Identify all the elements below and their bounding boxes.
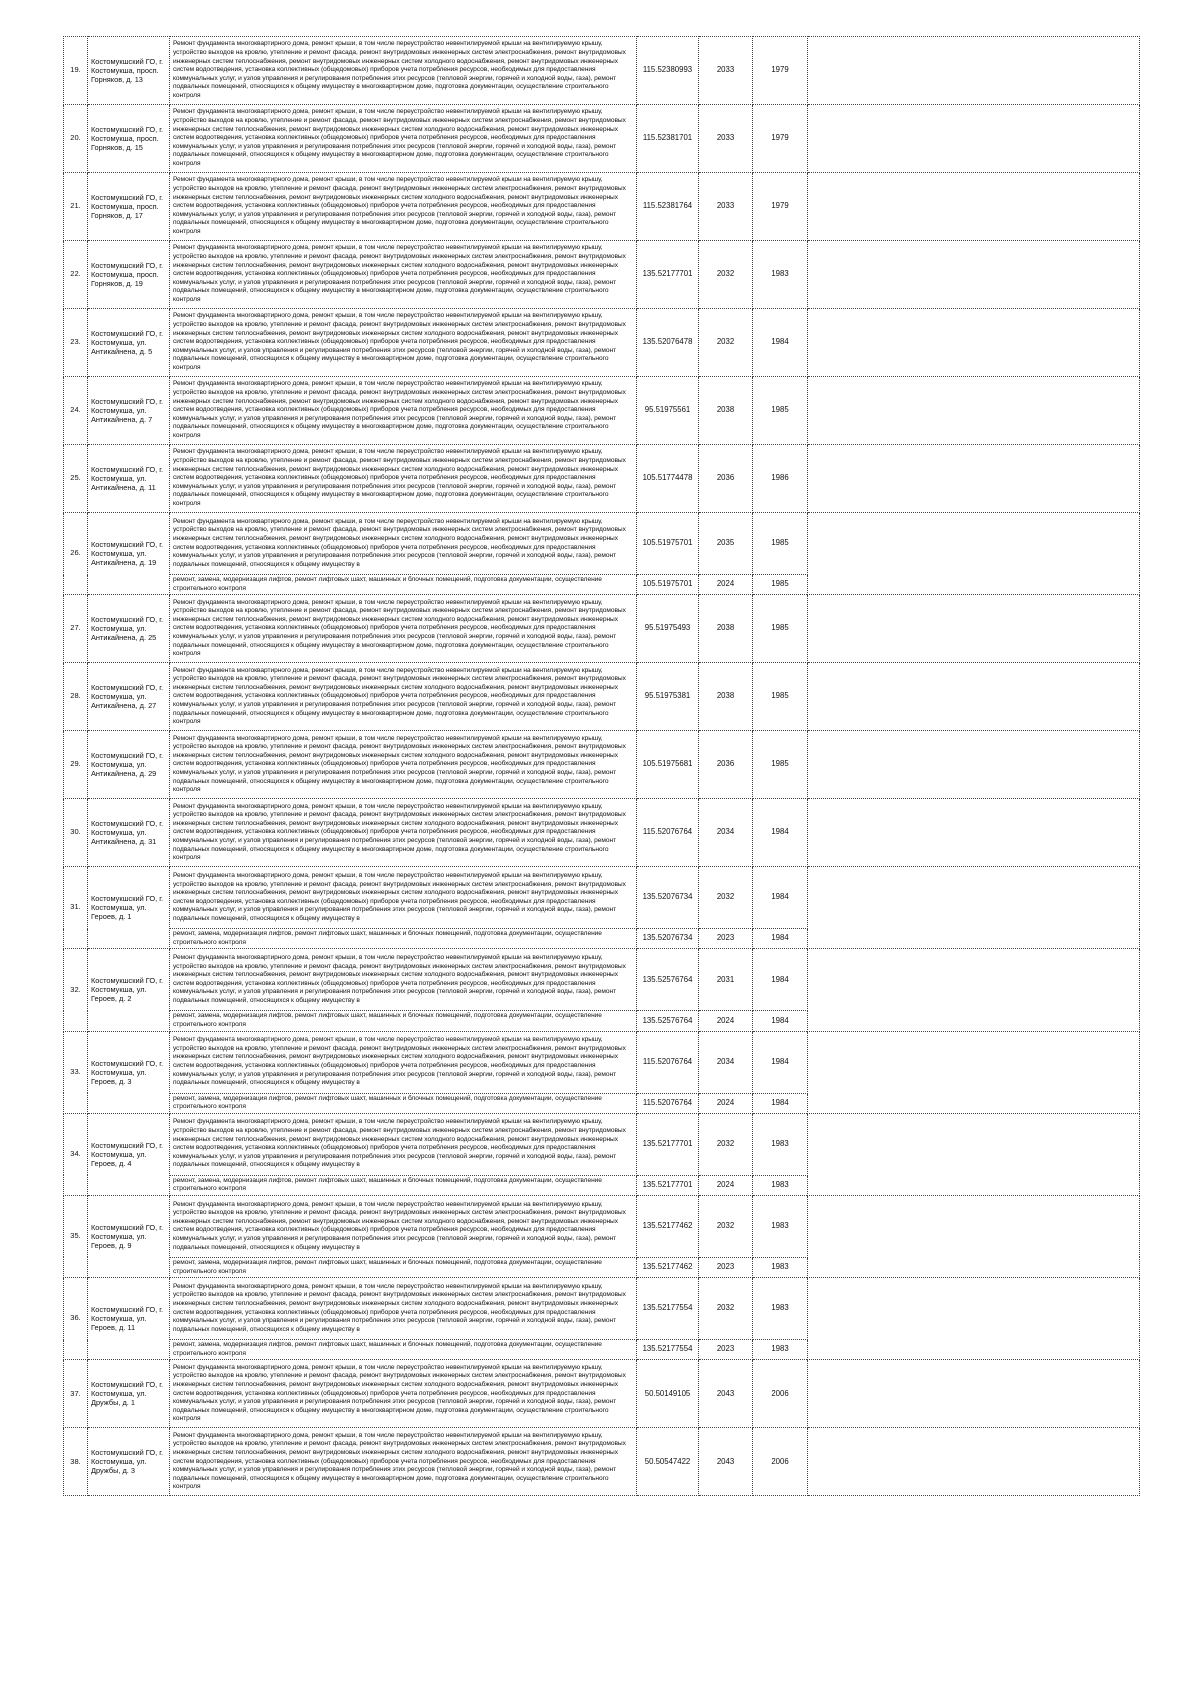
row-number: 32. [64,949,88,1031]
repair-year: 2033 [699,37,753,105]
row-number: 20. [64,105,88,173]
row-number: 37. [64,1360,88,1428]
cost-value: 50.50149105 [637,1360,699,1428]
repair-works-lift: ремонт, замена, модернизация лифтов, ремонт лифтовых шахт, машинных и блочных помещений, подготовка документации, осуществление строительного контроля [170,1175,637,1195]
repair-works: Ремонт фундамента многоквартирного дома, ремонт крыши, в том числе переустройство невентилируемой крыши на вентилируемую крышу, устройство выходов на кровлю, утепление и ремонт фасада, ремонт внутридомовых инженерных систем электроснабжения, ремонт внутридомовых инженерных систем теплоснабжения, ремонт внутридомовых инженерных систем холодного водоснабжения, ремонт внутридомовых инженерных систем водоотведения, установка коллективных (общедомовых) приборов учета потребления ресурсов, необходимых для предоставления коммунальных услуг, и узлов управления и регулирования потребления этих ресурсов (тепловой энергии, горячей и холодной воды, газа), ремонт подвальных помещений, относящихся к общему имуществу в многоквартирном доме, подготовка документации, осуществление строительного контроля [170,595,637,663]
house-address: Костомукшский ГО, г. Костомукша, ул. Героев, д. 11 [88,1278,170,1360]
table-row [64,241,1140,309]
cost-value: 135.52177701 [637,1113,699,1175]
row-number: 30. [64,799,88,867]
repair-works: Ремонт фундамента многоквартирного дома, ремонт крыши, в том числе переустройство невентилируемой крыши на вентилируемую крышу, устройство выходов на кровлю, утепление и ремонт фасада, ремонт внутридомовых инженерных систем электроснабжения, ремонт внутридомовых инженерных систем теплоснабжения, ремонт внутридомовых инженерных систем холодного водоснабжения, ремонт внутридомовых инженерных систем водоотведения, установка коллективных (общедомовых) приборов учета потребления ресурсов, необходимых для предоставления коммунальных услуг, и узлов управления и регулирования потребления этих ресурсов (тепловой энергии, горячей и холодной воды, газа), ремонт подвальных помещений, относящихся к общему имуществу в многоквартирном доме, подготовка документации, осуществление строительного контроля [170,1360,637,1428]
repair-year: 2031 [699,949,753,1011]
repair-year: 2024 [699,575,753,595]
build-year: 1985 [753,663,808,731]
table-row [64,1360,1140,1428]
house-address: Костомукшский ГО, г. Костомукша, ул. Героев, д. 3 [88,1031,170,1113]
empty-cell [808,37,1140,105]
house-address: Костомукшский ГО, г. Костомукша, ул. Антикайнена, д. 27 [88,663,170,731]
row-number: 19. [64,37,88,105]
table-row [64,445,1140,513]
house-address: Костомукшский ГО, г. Костомукша, ул. Героев, д. 2 [88,949,170,1031]
repair-works-lift: ремонт, замена, модернизация лифтов, ремонт лифтовых шахт, машинных и блочных помещений, подготовка документации, осуществление строительного контроля [170,1257,637,1277]
table-row [64,799,1140,867]
repair-works: Ремонт фундамента многоквартирного дома, ремонт крыши, в том числе переустройство невентилируемой крыши на вентилируемую крышу, устройство выходов на кровлю, утепление и ремонт фасада, ремонт внутридомовых инженерных систем электроснабжения, ремонт внутридомовых инженерных систем теплоснабжения, ремонт внутридомовых инженерных систем холодного водоснабжения, ремонт внутридомовых инженерных систем водоотведения, установка коллективных (общедомовых) приборов учета потребления ресурсов, необходимых для предоставления коммунальных услуг, и узлов управления и регулирования потребления этих ресурсов (тепловой энергии, горячей и холодной воды, газа), ремонт подвальных помещений, относящихся к общему имуществу в многоквартирном доме, подготовка документации, осуществление строительного контроля [170,377,637,445]
house-address: Костомукшский ГО, г. Костомукша, ул. Дружбы, д. 1 [88,1360,170,1428]
cost-value: 95.51975561 [637,377,699,445]
repair-works: Ремонт фундамента многоквартирного дома, ремонт крыши, в том числе переустройство невентилируемой крыши на вентилируемую крышу, устройство выходов на кровлю, утепление и ремонт фасада, ремонт внутридомовых инженерных систем электроснабжения, ремонт внутридомовых инженерных систем теплоснабжения, ремонт внутридомовых инженерных систем холодного водоснабжения, ремонт внутридомовых инженерных систем водоотведения, установка коллективных (общедомовых) приборов учета потребления ресурсов, необходимых для предоставления коммунальных услуг, и узлов управления и регулирования потребления этих ресурсов (тепловой энергии, горячей и холодной воды, газа), ремонт подвальных помещений, относящихся к общему имуществу в многоквартирном доме, подготовка документации, осуществление строительного контроля [170,241,637,309]
repair-year: 2034 [699,1031,753,1093]
empty-cell [808,241,1140,309]
row-number: 24. [64,377,88,445]
row-number: 31. [64,867,88,949]
empty-cell [808,309,1140,377]
house-address: Костомукшский ГО, г. Костомукша, ул. Героев, д. 9 [88,1195,170,1277]
repair-year: 2032 [699,1195,753,1257]
row-number: 27. [64,595,88,663]
table-body [64,37,1140,1496]
build-year: 1983 [753,1278,808,1340]
house-address: Костомукшский ГО, г. Костомукша, просп. Горняков, д. 17 [88,173,170,241]
build-year: 1979 [753,37,808,105]
cost-value: 115.52380993 [637,37,699,105]
cost-value: 135.52076478 [637,309,699,377]
empty-cell [808,1031,1140,1113]
table-row [64,1195,1140,1257]
repair-year: 2023 [699,929,753,949]
repair-works: Ремонт фундамента многоквартирного дома, ремонт крыши, в том числе переустройство невентилируемой крыши на вентилируемую крышу, устройство выходов на кровлю, утепление и ремонт фасада, ремонт внутридомовых инженерных систем электроснабжения, ремонт внутридомовых инженерных систем теплоснабжения, ремонт внутридомовых инженерных систем холодного водоснабжения, ремонт внутридомовых инженерных систем водоотведения, установка коллективных (общедомовых) приборов учета потребления ресурсов, необходимых для предоставления коммунальных услуг, и узлов управления и регулирования потребления этих ресурсов (тепловой энергии, горячей и холодной воды, газа), ремонт подвальных помещений, относящихся к общему имуществу в многоквартирном доме, подготовка документации, осуществление строительного контроля [170,1428,637,1496]
build-year: 1985 [753,377,808,445]
table-row [64,513,1140,575]
build-year: 1985 [753,595,808,663]
repair-works-lift: ремонт, замена, модернизация лифтов, ремонт лифтовых шахт, машинных и блочных помещений, подготовка документации, осуществление строительного контроля [170,575,637,595]
build-year: 1983 [753,1257,808,1277]
row-number: 28. [64,663,88,731]
build-year: 1984 [753,867,808,929]
repair-works: Ремонт фундамента многоквартирного дома, ремонт крыши, в том числе переустройство невентилируемой крыши на вентилируемую крышу, устройство выходов на кровлю, утепление и ремонт фасада, ремонт внутридомовых инженерных систем электроснабжения, ремонт внутридомовых инженерных систем теплоснабжения, ремонт внутридомовых инженерных систем холодного водоснабжения, ремонт внутридомовых инженерных систем водоотведения, установка коллективных (общедомовых) приборов учета потребления ресурсов, необходимых для предоставления коммунальных услуг, и узлов управления и регулирования потребления этих ресурсов (тепловой энергии, горячей и холодной воды, газа), ремонт подвальных помещений, относящихся к общему имуществу в [170,1031,637,1093]
house-address: Костомукшский ГО, г. Костомукша, просп. Горняков, д. 13 [88,37,170,105]
repair-works: Ремонт фундамента многоквартирного дома, ремонт крыши, в том числе переустройство невентилируемой крыши на вентилируемую крышу, устройство выходов на кровлю, утепление и ремонт фасада, ремонт внутридомовых инженерных систем электроснабжения, ремонт внутридомовых инженерных систем теплоснабжения, ремонт внутридомовых инженерных систем холодного водоснабжения, ремонт внутридомовых инженерных систем водоотведения, установка коллективных (общедомовых) приборов учета потребления ресурсов, необходимых для предоставления коммунальных услуг, и узлов управления и регулирования потребления этих ресурсов (тепловой энергии, горячей и холодной воды, газа), ремонт подвальных помещений, относящихся к общему имуществу в многоквартирном доме, подготовка документации, осуществление строительного контроля [170,309,637,377]
repair-year: 2036 [699,445,753,513]
table-row [64,173,1140,241]
build-year: 1983 [753,1113,808,1175]
table-row [64,731,1140,799]
document-sheet [63,36,1139,1496]
row-number: 35. [64,1195,88,1277]
cost-value: 135.52177701 [637,241,699,309]
row-number: 21. [64,173,88,241]
build-year: 1985 [753,575,808,595]
build-year: 1985 [753,731,808,799]
build-year: 1984 [753,949,808,1011]
empty-cell [808,1195,1140,1277]
cost-value: 115.52076764 [637,799,699,867]
repair-works: Ремонт фундамента многоквартирного дома, ремонт крыши, в том числе переустройство невентилируемой крыши на вентилируемую крышу, устройство выходов на кровлю, утепление и ремонт фасада, ремонт внутридомовых инженерных систем электроснабжения, ремонт внутридомовых инженерных систем теплоснабжения, ремонт внутридомовых инженерных систем холодного водоснабжения, ремонт внутридомовых инженерных систем водоотведения, установка коллективных (общедомовых) приборов учета потребления ресурсов, необходимых для предоставления коммунальных услуг, и узлов управления и регулирования потребления этих ресурсов (тепловой энергии, горячей и холодной воды, газа), ремонт подвальных помещений, относящихся к общему имуществу в [170,513,637,575]
house-address: Костомукшский ГО, г. Костомукша, ул. Антикайнена, д. 5 [88,309,170,377]
repair-works-lift: ремонт, замена, модернизация лифтов, ремонт лифтовых шахт, машинных и блочных помещений, подготовка документации, осуществление строительного контроля [170,1093,637,1113]
house-address: Костомукшский ГО, г. Костомукша, просп. Горняков, д. 15 [88,105,170,173]
table-row [64,105,1140,173]
build-year: 1983 [753,1340,808,1360]
cost-value: 105.51975701 [637,513,699,575]
table-row [64,595,1140,663]
repair-year: 2038 [699,377,753,445]
table-row [64,1113,1140,1175]
repair-year: 2032 [699,1113,753,1175]
empty-cell [808,173,1140,241]
build-year: 1986 [753,445,808,513]
cost-value: 135.52076734 [637,867,699,929]
repair-works: Ремонт фундамента многоквартирного дома, ремонт крыши, в том числе переустройство невентилируемой крыши на вентилируемую крышу, устройство выходов на кровлю, утепление и ремонт фасада, ремонт внутридомовых инженерных систем электроснабжения, ремонт внутридомовых инженерных систем теплоснабжения, ремонт внутридомовых инженерных систем холодного водоснабжения, ремонт внутридомовых инженерных систем водоотведения, установка коллективных (общедомовых) приборов учета потребления ресурсов, необходимых для предоставления коммунальных услуг, и узлов управления и регулирования потребления этих ресурсов (тепловой энергии, горячей и холодной воды, газа), ремонт подвальных помещений, относящихся к общему имуществу в многоквартирном доме, подготовка документации, осуществление строительного контроля [170,105,637,173]
repair-year: 2024 [699,1175,753,1195]
table-row [64,37,1140,105]
table-row [64,1428,1140,1496]
empty-cell [808,1428,1140,1496]
row-number: 36. [64,1278,88,1360]
repair-works-lift: ремонт, замена, модернизация лифтов, ремонт лифтовых шахт, машинных и блочных помещений, подготовка документации, осуществление строительного контроля [170,929,637,949]
repair-works: Ремонт фундамента многоквартирного дома, ремонт крыши, в том числе переустройство невентилируемой крыши на вентилируемую крышу, устройство выходов на кровлю, утепление и ремонт фасада, ремонт внутридомовых инженерных систем электроснабжения, ремонт внутридомовых инженерных систем теплоснабжения, ремонт внутридомовых инженерных систем холодного водоснабжения, ремонт внутридомовых инженерных систем водоотведения, установка коллективных (общедомовых) приборов учета потребления ресурсов, необходимых для предоставления коммунальных услуг, и узлов управления и регулирования потребления этих ресурсов (тепловой энергии, горячей и холодной воды, газа), ремонт подвальных помещений, относящихся к общему имуществу в [170,949,637,1011]
row-number: 23. [64,309,88,377]
repair-year: 2033 [699,105,753,173]
house-address: Костомукшский ГО, г. Костомукша, ул. Антикайнена, д. 29 [88,731,170,799]
repair-year: 2032 [699,1278,753,1340]
build-year: 2006 [753,1428,808,1496]
repair-works: Ремонт фундамента многоквартирного дома, ремонт крыши, в том числе переустройство невентилируемой крыши на вентилируемую крышу, устройство выходов на кровлю, утепление и ремонт фасада, ремонт внутридомовых инженерных систем электроснабжения, ремонт внутридомовых инженерных систем теплоснабжения, ремонт внутридомовых инженерных систем холодного водоснабжения, ремонт внутридомовых инженерных систем водоотведения, установка коллективных (общедомовых) приборов учета потребления ресурсов, необходимых для предоставления коммунальных услуг, и узлов управления и регулирования потребления этих ресурсов (тепловой энергии, горячей и холодной воды, газа), ремонт подвальных помещений, относящихся к общему имуществу в многоквартирном доме, подготовка документации, осуществление строительного контроля [170,173,637,241]
repair-works: Ремонт фундамента многоквартирного дома, ремонт крыши, в том числе переустройство невентилируемой крыши на вентилируемую крышу, устройство выходов на кровлю, утепление и ремонт фасада, ремонт внутридомовых инженерных систем электроснабжения, ремонт внутридомовых инженерных систем теплоснабжения, ремонт внутридомовых инженерных систем холодного водоснабжения, ремонт внутридомовых инженерных систем водоотведения, установка коллективных (общедомовых) приборов учета потребления ресурсов, необходимых для предоставления коммунальных услуг, и узлов управления и регулирования потребления этих ресурсов (тепловой энергии, горячей и холодной воды, газа), ремонт подвальных помещений, относящихся к общему имуществу в многоквартирном доме, подготовка документации, осуществление строительного контроля [170,731,637,799]
build-year: 1984 [753,1093,808,1113]
repair-year: 2036 [699,731,753,799]
row-number: 22. [64,241,88,309]
repair-year: 2043 [699,1428,753,1496]
empty-cell [808,377,1140,445]
empty-cell [808,867,1140,949]
repair-year: 2023 [699,1257,753,1277]
house-address: Костомукшский ГО, г. Костомукша, ул. Антикайнена, д. 7 [88,377,170,445]
empty-cell [808,105,1140,173]
house-address: Костомукшский ГО, г. Костомукша, ул. Героев, д. 1 [88,867,170,949]
repair-year: 2032 [699,241,753,309]
build-year: 1979 [753,105,808,173]
house-address: Костомукшский ГО, г. Костомукша, ул. Героев, д. 4 [88,1113,170,1195]
table-row [64,949,1140,1011]
repair-year: 2043 [699,1360,753,1428]
repair-year: 2023 [699,1340,753,1360]
cost-value: 115.52076764 [637,1093,699,1113]
repair-works-lift: ремонт, замена, модернизация лифтов, ремонт лифтовых шахт, машинных и блочных помещений, подготовка документации, осуществление строительного контроля [170,1011,637,1031]
cost-value: 50.50547422 [637,1428,699,1496]
empty-cell [808,949,1140,1031]
cost-value: 95.51975381 [637,663,699,731]
house-address: Костомукшский ГО, г. Костомукша, ул. Антикайнена, д. 31 [88,799,170,867]
build-year: 1979 [753,173,808,241]
house-address: Костомукшский ГО, г. Костомукша, ул. Антикайнена, д. 25 [88,595,170,663]
build-year: 1983 [753,1175,808,1195]
build-year: 1984 [753,309,808,377]
cost-value: 135.52177554 [637,1340,699,1360]
repair-works: Ремонт фундамента многоквартирного дома, ремонт крыши, в том числе переустройство невентилируемой крыши на вентилируемую крышу, устройство выходов на кровлю, утепление и ремонт фасада, ремонт внутридомовых инженерных систем электроснабжения, ремонт внутридомовых инженерных систем теплоснабжения, ремонт внутридомовых инженерных систем холодного водоснабжения, ремонт внутридомовых инженерных систем водоотведения, установка коллективных (общедомовых) приборов учета потребления ресурсов, необходимых для предоставления коммунальных услуг, и узлов управления и регулирования потребления этих ресурсов (тепловой энергии, горячей и холодной воды, газа), ремонт подвальных помещений, относящихся к общему имуществу в [170,867,637,929]
repair-year: 2033 [699,173,753,241]
house-address: Костомукшский ГО, г. Костомукша, ул. Дружбы, д. 3 [88,1428,170,1496]
cost-value: 115.52381701 [637,105,699,173]
house-address: Костомукшский ГО, г. Костомукша, ул. Антикайнена, д. 19 [88,513,170,595]
row-number: 26. [64,513,88,595]
repair-works-lift: ремонт, замена, модернизация лифтов, ремонт лифтовых шахт, машинных и блочных помещений, подготовка документации, осуществление строительного контроля [170,1340,637,1360]
cost-value: 105.51774478 [637,445,699,513]
repair-year: 2034 [699,799,753,867]
build-year: 1984 [753,1011,808,1031]
cost-value: 135.52576764 [637,1011,699,1031]
table-row [64,1031,1140,1093]
cost-value: 135.52076734 [637,929,699,949]
build-year: 1985 [753,513,808,575]
cost-value: 135.52177462 [637,1257,699,1277]
cost-value: 115.52381764 [637,173,699,241]
repair-works: Ремонт фундамента многоквартирного дома, ремонт крыши, в том числе переустройство невентилируемой крыши на вентилируемую крышу, устройство выходов на кровлю, утепление и ремонт фасада, ремонт внутридомовых инженерных систем электроснабжения, ремонт внутридомовых инженерных систем теплоснабжения, ремонт внутридомовых инженерных систем холодного водоснабжения, ремонт внутридомовых инженерных систем водоотведения, установка коллективных (общедомовых) приборов учета потребления ресурсов, необходимых для предоставления коммунальных услуг, и узлов управления и регулирования потребления этих ресурсов (тепловой энергии, горячей и холодной воды, газа), ремонт подвальных помещений, относящихся к общему имуществу в [170,1195,637,1257]
build-year: 2006 [753,1360,808,1428]
row-number: 29. [64,731,88,799]
repair-works: Ремонт фундамента многоквартирного дома, ремонт крыши, в том числе переустройство невентилируемой крыши на вентилируемую крышу, устройство выходов на кровлю, утепление и ремонт фасада, ремонт внутридомовых инженерных систем электроснабжения, ремонт внутридомовых инженерных систем теплоснабжения, ремонт внутридомовых инженерных систем холодного водоснабжения, ремонт внутридомовых инженерных систем водоотведения, установка коллективных (общедомовых) приборов учета потребления ресурсов, необходимых для предоставления коммунальных услуг, и узлов управления и регулирования потребления этих ресурсов (тепловой энергии, горячей и холодной воды, газа), ремонт подвальных помещений, относящихся к общему имуществу в многоквартирном доме, подготовка документации, осуществление строительного контроля [170,37,637,105]
build-year: 1983 [753,1195,808,1257]
row-number: 34. [64,1113,88,1195]
cost-value: 105.51975681 [637,731,699,799]
repair-year: 2032 [699,309,753,377]
empty-cell [808,513,1140,595]
empty-cell [808,445,1140,513]
empty-cell [808,595,1140,663]
cost-value: 135.52177554 [637,1278,699,1340]
empty-cell [808,731,1140,799]
build-year: 1984 [753,1031,808,1093]
repair-year: 2038 [699,663,753,731]
cost-value: 105.51975701 [637,575,699,595]
repair-works: Ремонт фундамента многоквартирного дома, ремонт крыши, в том числе переустройство невентилируемой крыши на вентилируемую крышу, устройство выходов на кровлю, утепление и ремонт фасада, ремонт внутридомовых инженерных систем электроснабжения, ремонт внутридомовых инженерных систем теплоснабжения, ремонт внутридомовых инженерных систем холодного водоснабжения, ремонт внутридомовых инженерных систем водоотведения, установка коллективных (общедомовых) приборов учета потребления ресурсов, необходимых для предоставления коммунальных услуг, и узлов управления и регулирования потребления этих ресурсов (тепловой энергии, горячей и холодной воды, газа), ремонт подвальных помещений, относящихся к общему имуществу в [170,1278,637,1340]
build-year: 1984 [753,799,808,867]
table-row [64,1278,1140,1340]
house-address: Костомукшский ГО, г. Костомукша, ул. Антикайнена, д. 11 [88,445,170,513]
repair-works: Ремонт фундамента многоквартирного дома, ремонт крыши, в том числе переустройство невентилируемой крыши на вентилируемую крышу, устройство выходов на кровлю, утепление и ремонт фасада, ремонт внутридомовых инженерных систем электроснабжения, ремонт внутридомовых инженерных систем теплоснабжения, ремонт внутридомовых инженерных систем холодного водоснабжения, ремонт внутридомовых инженерных систем водоотведения, установка коллективных (общедомовых) приборов учета потребления ресурсов, необходимых для предоставления коммунальных услуг, и узлов управления и регулирования потребления этих ресурсов (тепловой энергии, горячей и холодной воды, газа), ремонт подвальных помещений, относящихся к общему имуществу в многоквартирном доме, подготовка документации, осуществление строительного контроля [170,663,637,731]
capital-repair-table [63,36,1140,1496]
repair-year: 2038 [699,595,753,663]
build-year: 1984 [753,929,808,949]
repair-works: Ремонт фундамента многоквартирного дома, ремонт крыши, в том числе переустройство невентилируемой крыши на вентилируемую крышу, устройство выходов на кровлю, утепление и ремонт фасада, ремонт внутридомовых инженерных систем электроснабжения, ремонт внутридомовых инженерных систем теплоснабжения, ремонт внутридомовых инженерных систем холодного водоснабжения, ремонт внутридомовых инженерных систем водоотведения, установка коллективных (общедомовых) приборов учета потребления ресурсов, необходимых для предоставления коммунальных услуг, и узлов управления и регулирования потребления этих ресурсов (тепловой энергии, горячей и холодной воды, газа), ремонт подвальных помещений, относящихся к общему имуществу в [170,1113,637,1175]
house-address: Костомукшский ГО, г. Костомукша, просп. Горняков, д. 19 [88,241,170,309]
table-row [64,663,1140,731]
repair-year: 2024 [699,1093,753,1113]
table-row [64,867,1140,929]
table-row [64,377,1140,445]
table-row [64,309,1140,377]
empty-cell [808,1113,1140,1195]
empty-cell [808,799,1140,867]
repair-works: Ремонт фундамента многоквартирного дома, ремонт крыши, в том числе переустройство невентилируемой крыши на вентилируемую крышу, устройство выходов на кровлю, утепление и ремонт фасада, ремонт внутридомовых инженерных систем электроснабжения, ремонт внутридомовых инженерных систем теплоснабжения, ремонт внутридомовых инженерных систем холодного водоснабжения, ремонт внутридомовых инженерных систем водоотведения, установка коллективных (общедомовых) приборов учета потребления ресурсов, необходимых для предоставления коммунальных услуг, и узлов управления и регулирования потребления этих ресурсов (тепловой энергии, горячей и холодной воды, газа), ремонт подвальных помещений, относящихся к общему имуществу в многоквартирном доме, подготовка документации, осуществление строительного контроля [170,799,637,867]
repair-works: Ремонт фундамента многоквартирного дома, ремонт крыши, в том числе переустройство невентилируемой крыши на вентилируемую крышу, устройство выходов на кровлю, утепление и ремонт фасада, ремонт внутридомовых инженерных систем электроснабжения, ремонт внутридомовых инженерных систем теплоснабжения, ремонт внутридомовых инженерных систем холодного водоснабжения, ремонт внутридомовых инженерных систем водоотведения, установка коллективных (общедомовых) приборов учета потребления ресурсов, необходимых для предоставления коммунальных услуг, и узлов управления и регулирования потребления этих ресурсов (тепловой энергии, горячей и холодной воды, газа), ремонт подвальных помещений, относящихся к общему имуществу в многоквартирном доме, подготовка документации, осуществление строительного контроля [170,445,637,513]
repair-year: 2024 [699,1011,753,1031]
empty-cell [808,1278,1140,1360]
empty-cell [808,663,1140,731]
cost-value: 115.52076764 [637,1031,699,1093]
repair-year: 2032 [699,867,753,929]
cost-value: 135.52576764 [637,949,699,1011]
empty-cell [808,1360,1140,1428]
cost-value: 135.52177701 [637,1175,699,1195]
row-number: 33. [64,1031,88,1113]
cost-value: 95.51975493 [637,595,699,663]
repair-year: 2035 [699,513,753,575]
cost-value: 135.52177462 [637,1195,699,1257]
build-year: 1983 [753,241,808,309]
row-number: 38. [64,1428,88,1496]
row-number: 25. [64,445,88,513]
